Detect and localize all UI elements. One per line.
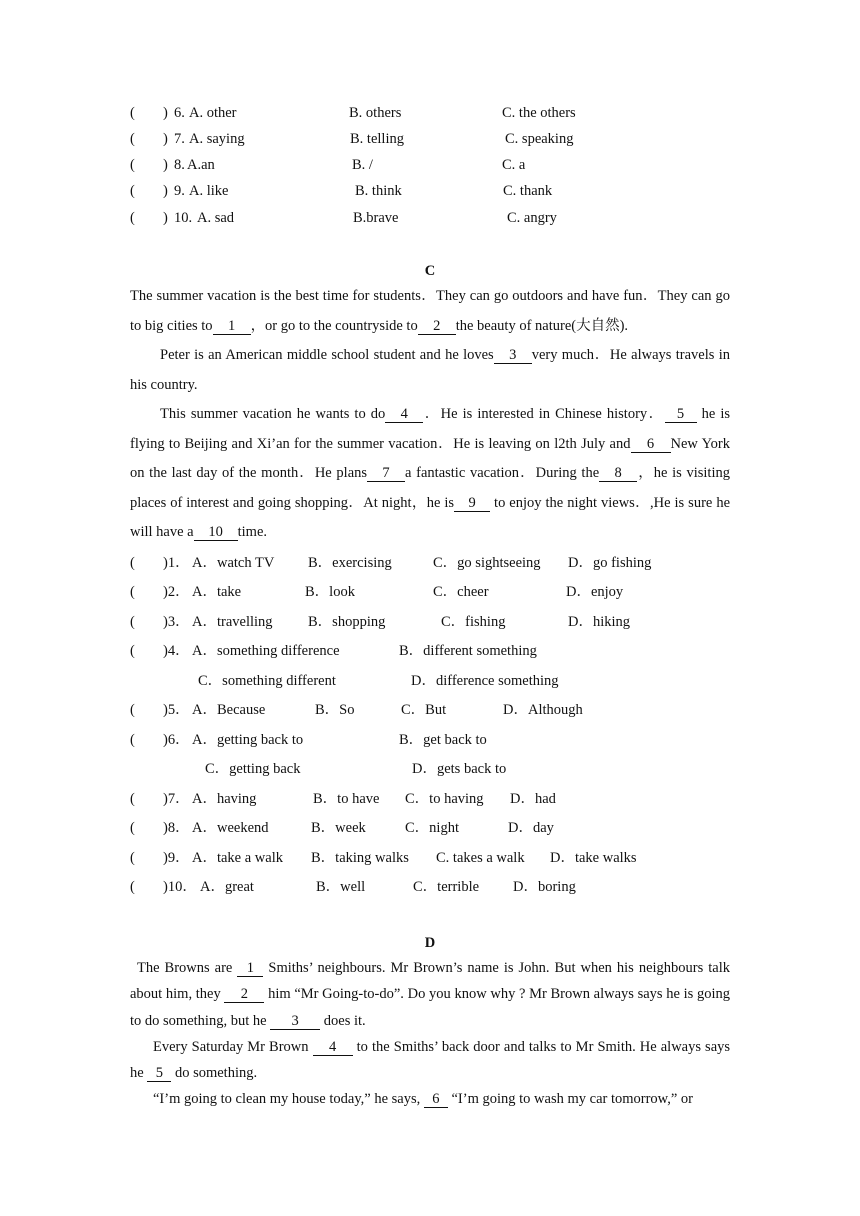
question-number: 10. [174,210,193,226]
option-c: C．fishing [441,614,506,630]
answer-paren-open: ( [130,879,135,895]
option-d: D．boring [513,879,576,895]
question-number: )3． [163,614,190,630]
option-c: C. a [502,157,526,173]
passage-text: The summer vacation is the best time for students．They can go outdoors and have fun．They can go to big cities to [130,288,730,334]
question-number: )2． [163,584,190,600]
blank-9: 9 [454,495,490,512]
question-number: )9． [163,850,190,866]
option-c: C. takes a walk [436,850,525,866]
option-b: B．well [316,879,366,895]
option-a: A．getting back to [192,732,304,748]
option-d: D．take walks [550,850,637,866]
option-b: B. / [352,157,373,173]
option-b: B．week [311,820,366,836]
answer-paren-close: ) [163,157,168,173]
answer-paren-open: ( [130,157,135,173]
option-a: A．something difference [192,643,340,659]
passage-text: ．He is interested in Chinese history． [423,406,665,422]
passage-text: to enjoy the night views．,He is sure he will have a [130,494,730,541]
option-c: C．terrible [413,879,480,895]
blank-2: 2 [224,986,264,1003]
option-b: B. think [355,183,402,199]
option-a: A. other [189,105,237,121]
passage-text: to the Smiths’ back door and talks to Mr Smith. He always says he [130,1039,731,1082]
question-number: 7. [174,131,185,147]
passage-text: very much．He always travels in his country. [130,347,730,393]
blank-3: 3 [270,1013,320,1030]
option-b: B．to have [313,791,380,807]
option-a: A．travelling [192,614,273,630]
answer-paren-open: ( [130,702,135,718]
blank-3: 3 [494,347,532,364]
option-a: A. like [189,183,229,199]
passage-c-paragraph-2 [130,341,730,400]
blank-5: 5 [147,1065,171,1082]
option-b: B．different something [399,643,537,659]
option-c: C. angry [507,210,557,226]
question-number: )4． [163,643,190,659]
passage-text: he is flying to Beijing and Xi’an for the summer vacation．He is leaving on l2th July and [130,406,731,452]
option-a: A．take [192,584,242,600]
option-d: D．go fishing [568,555,652,571]
passage-text: time. [237,524,268,541]
blank-2: 2 [418,318,456,335]
passage-text: ，or go to the countryside to [250,317,418,334]
passage-text: Smiths’ neighbours. Mr Brown’s name is John. But when his neighbours talk about him, they [130,960,731,1003]
option-b: B.brave [353,210,399,226]
answer-paren-open: ( [130,584,135,600]
passage-text: Every Saturday Mr Brown [153,1039,309,1055]
option-d: D．day [508,820,554,836]
option-c: C. thank [503,183,553,199]
answer-paren-open: ( [130,850,135,866]
option-d: D．hiking [568,614,631,630]
blank-10: 10 [194,524,238,541]
answer-paren-open: ( [130,183,135,199]
option-c: C．go sightseeing [433,555,541,571]
passage-text: Peter is an American middle school student and he loves [160,347,494,363]
question-number: 6. [174,105,185,121]
option-a: A．weekend [192,820,269,836]
answer-paren-open: ( [130,210,135,226]
answer-paren-close: ) [163,210,168,226]
option-a: A. sad [197,210,235,226]
option-b: B．get back to [399,732,487,748]
option-b: B. others [349,105,402,121]
blank-6: 6 [424,1091,448,1108]
question-number: 9. [174,183,185,199]
question-number: )8． [163,820,190,836]
option-d: D．gets back to [412,761,507,777]
option-a: A．Because [192,702,266,718]
passage-text: This summer vacation he wants to do [160,406,386,422]
passage-d-paragraph-1 [130,955,730,1034]
passage-text: ，he is visiting places of interest and going shopping．At night，he is [130,465,730,511]
option-a: A．great [200,879,254,895]
answer-paren-close: ) [163,183,168,199]
passage-c-paragraph-3 [130,400,730,548]
passage-text: New York on the last day of the month．He plans [130,435,730,482]
blank-1: 1 [237,960,263,977]
answer-paren-open: ( [130,555,135,571]
passage-text: The Browns are [137,960,233,976]
passage-c-paragraph-1 [130,282,730,341]
option-d: D．difference something [411,673,559,689]
passage-text: “I’m going to wash my car tomorrow,” or [451,1091,693,1107]
question-number: 8. [174,157,185,173]
passage-d-paragraph-2 [130,1034,730,1087]
passage-text: the beauty of nature(大自然). [455,317,629,334]
option-b: B．So [315,702,355,718]
answer-paren-open: ( [130,105,135,121]
passage-text: “I’m going to clean my house today,” he says, [153,1091,421,1107]
option-a: A．take a walk [192,850,283,866]
option-d: D．Although [503,702,583,718]
option-c: C．cheer [433,584,489,600]
option-d: D．enjoy [566,584,624,600]
option-b: B. telling [350,131,404,147]
blank-8: 8 [599,465,637,482]
option-c: C. speaking [505,131,574,147]
option-b: B．look [305,584,355,600]
option-c: C．night [405,820,459,836]
passage-text: does it. [323,1012,366,1029]
blank-6: 6 [631,436,671,453]
blank-1: 1 [213,318,251,335]
answer-paren-open: ( [130,732,135,748]
answer-paren-open: ( [130,643,135,659]
option-d: D．had [510,791,556,807]
option-b: B．exercising [308,555,392,571]
question-number: )10． [163,879,197,895]
option-a: A．watch TV [192,555,275,571]
option-a: A．having [192,791,257,807]
blank-5: 5 [665,406,697,423]
section-heading-d: D [424,935,436,951]
passage-text: a fantastic vacation．During the [405,465,600,482]
blank-4: 4 [313,1039,353,1056]
answer-paren-open: ( [130,791,135,807]
answer-paren-close: ) [163,131,168,147]
option-c: C. the others [502,105,576,121]
passage-text: him “Mr Going-to-do”. Do you know why ? Mr Brown always says he is going to do something, but he [130,986,731,1029]
blank-4: 4 [385,406,423,423]
blank-7: 7 [367,465,405,482]
option-c: C．to having [405,791,484,807]
answer-paren-open: ( [130,820,135,836]
option-c: C．But [401,702,447,718]
answer-paren-open: ( [130,614,135,630]
answer-paren-open: ( [130,131,135,147]
section-heading-c: C [424,263,436,279]
option-a: A. saying [189,131,245,147]
option-a: A.an [187,157,215,173]
question-number: )1． [163,555,190,571]
question-number: )7． [163,791,190,807]
question-number: )6． [163,732,190,748]
option-c: C．getting back [205,761,301,777]
question-number: )5． [163,702,190,718]
option-b: B．shopping [308,614,386,630]
passage-d-paragraph-3 [130,1086,730,1112]
passage-text: do something. [174,1065,258,1082]
option-b: B．taking walks [311,850,409,866]
option-c: C．something different [198,673,336,689]
answer-paren-close: ) [163,105,168,121]
